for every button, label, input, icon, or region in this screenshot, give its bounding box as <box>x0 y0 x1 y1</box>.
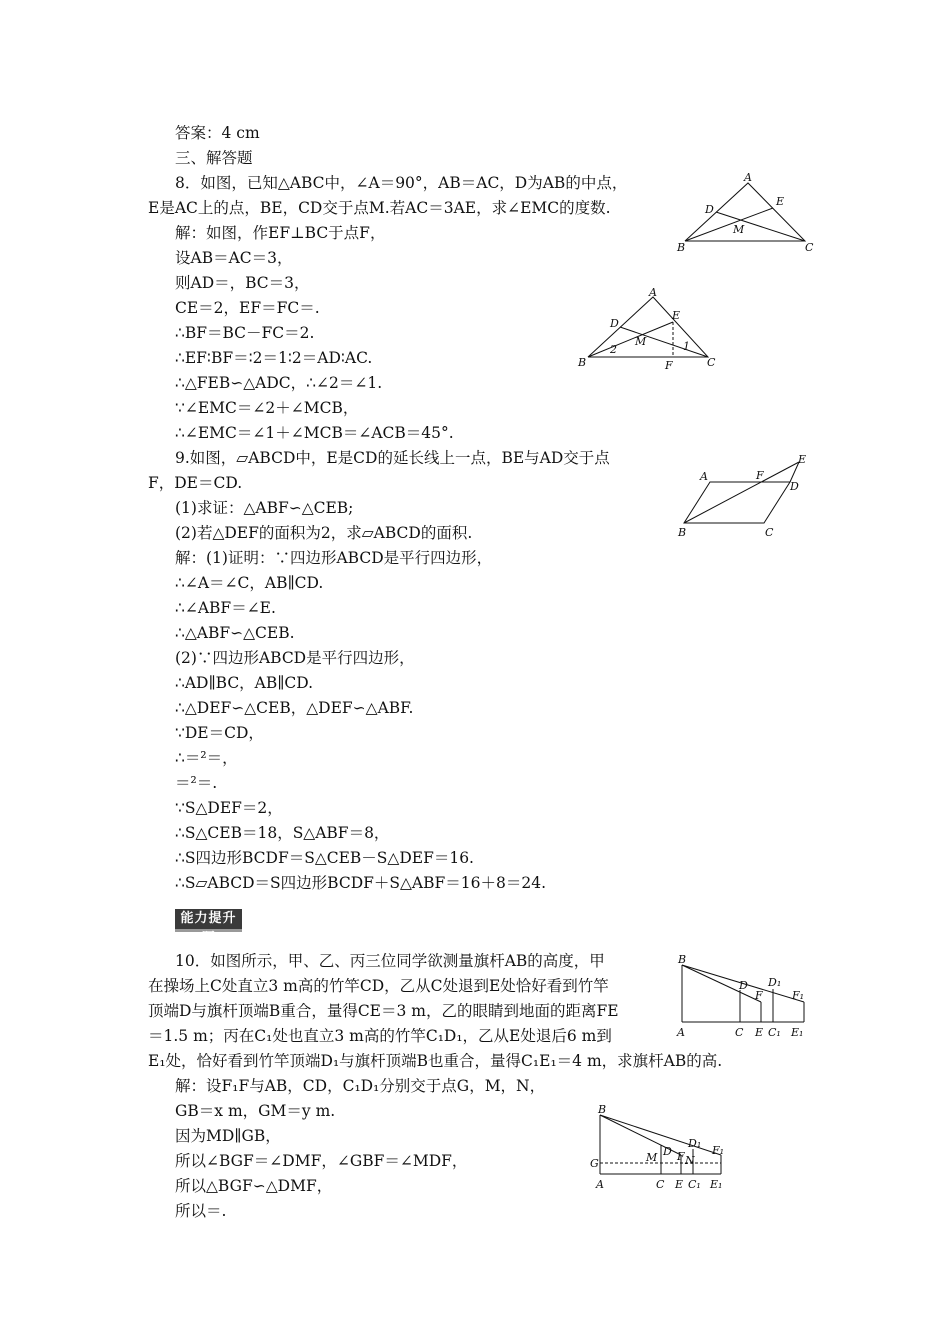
fig3-label-b: B <box>678 526 687 539</box>
text-line: 解：如图，作EF⊥BC于点F， <box>175 224 386 242</box>
fig5-label-e: E <box>675 1178 684 1191</box>
fig3-label-f: F <box>756 469 764 482</box>
text-line: ∵S△DEF＝2， <box>175 799 283 817</box>
fig5-label-n: N <box>685 1154 695 1167</box>
text-line: ∴△DEF∽△CEB，△DEF∽△ABF. <box>175 699 414 717</box>
text-line: 9.如图，▱ABCD中，E是CD的延长线上一点，BE与AD交于点 <box>175 449 610 467</box>
fig2-label-d: D <box>610 317 619 330</box>
text-line: 因为MD∥GB， <box>175 1127 281 1145</box>
text-line: 所以＝. <box>175 1202 227 1220</box>
section-badge: 能力提升题 <box>175 909 242 932</box>
text-line: ∴△ABF∽△CEB. <box>175 624 295 642</box>
fig3-label-e: E <box>798 453 807 466</box>
text-line: ∴＝²＝， <box>175 749 238 767</box>
fig1-label-b: B <box>677 241 686 254</box>
text-line: ∴△FEB∽△ADC，∴∠2＝∠1. <box>175 374 383 392</box>
fig2-label-e: E <box>672 309 681 322</box>
fig2-label-angle1: 1 <box>683 340 690 353</box>
fig2-label-c: C <box>707 356 716 369</box>
fig5-label-d1: D₁ <box>688 1137 702 1150</box>
fig5-label-f: F <box>677 1150 685 1163</box>
text-line: 设AB＝AC＝3， <box>175 249 293 267</box>
text-line: ∴∠EMC＝∠1＋∠MCB＝∠ACB＝45°. <box>175 424 454 442</box>
text-line: GB＝x m，GM＝y m. <box>175 1102 336 1120</box>
text-line: ∴AD∥BC，AB∥CD. <box>175 674 314 692</box>
fig4-label-b: B <box>678 953 687 966</box>
fig5-label-e1: E₁ <box>710 1178 723 1191</box>
fig2-label-f: F <box>665 359 673 372</box>
text-line: ∵DE＝CD， <box>175 724 264 742</box>
fig2-label-m: M <box>635 335 647 348</box>
fig1-label-a: A <box>744 171 752 184</box>
fig3-label-a: A <box>700 470 708 483</box>
text-line: ∴∠ABF＝∠E. <box>175 599 276 617</box>
fig5-label-d: D <box>663 1145 672 1158</box>
figure-flagpole-gmn <box>588 1102 738 1194</box>
text-line: (1)求证：△ABF∽△CEB; <box>175 499 354 517</box>
fig4-label-e1: E₁ <box>791 1026 804 1039</box>
text-line: 解：设F₁F与AB，CD，C₁D₁分别交于点G，M，N， <box>175 1077 546 1095</box>
text-line: 三、解答题 <box>175 149 253 167</box>
text-line: ∴∠A＝∠C，AB∥CD. <box>175 574 324 592</box>
figure-parallelogram <box>672 452 822 542</box>
text-line: ＝²＝. <box>175 774 218 792</box>
text-line: 8．如图，已知△ABC中，∠A＝90°，AB＝AC，D为AB的中点， <box>175 174 628 192</box>
fig4-label-f: F <box>755 989 763 1002</box>
fig4-label-c1: C₁ <box>768 1026 781 1039</box>
text-line: 10．如图所示，甲、乙、丙三位同学欲测量旗杆AB的高度，甲 <box>175 952 605 970</box>
figure-triangle-abc <box>675 171 820 255</box>
text-line: 答案：4 cm <box>175 124 260 142</box>
fig2-label-a: A <box>649 286 657 299</box>
text-line: 则AD＝，BC＝3， <box>175 274 310 292</box>
text-line: ∴S▱ABCD＝S四边形BCDF＋S△ABF＝16＋8＝24. <box>175 874 547 892</box>
text-line: F，DE＝CD. <box>148 474 243 492</box>
text-line: ∴S四边形BCDF＝S△CEB－S△DEF＝16. <box>175 849 474 867</box>
text-line: ∴BF＝BC－FC＝2. <box>175 324 315 342</box>
fig1-label-d: D <box>705 203 714 216</box>
fig1-label-c: C <box>805 241 814 254</box>
fig2-label-b: B <box>578 356 587 369</box>
text-line: E₁处，恰好看到竹竿顶端D₁与旗杆顶端B也重合，量得C₁E₁＝4 m，求旗杆AB的高. <box>148 1052 723 1070</box>
text-line: E是AC上的点，BE，CD交于点M.若AC＝3AE，求∠EMC的度数. <box>148 199 611 217</box>
fig4-label-e: E <box>755 1026 764 1039</box>
text-line: (2)若△DEF的面积为2，求▱ABCD的面积. <box>175 524 473 542</box>
text-line: CE＝2，EF＝FC＝. <box>175 299 320 317</box>
fig2-label-angle2: 2 <box>610 343 617 356</box>
fig5-label-f1: F₁ <box>712 1144 725 1157</box>
text-line: 所以△BGF∽△DMF， <box>175 1177 333 1195</box>
figure-triangle-with-ef <box>573 287 723 372</box>
fig3-label-c: C <box>765 526 774 539</box>
fig1-label-m: M <box>733 223 745 236</box>
text-line: 在操场上C处直立3 m高的竹竿CD，乙从C处退到E处恰好看到竹竿 <box>148 977 609 995</box>
text-line: 所以∠BGF＝∠DMF，∠GBF＝∠MDF， <box>175 1152 468 1170</box>
fig1-label-e: E <box>776 195 785 208</box>
fig5-label-b: B <box>598 1103 607 1116</box>
text-line: ∴S△CEB＝18，S△ABF＝8， <box>175 824 390 842</box>
fig4-label-a: A <box>677 1026 685 1039</box>
fig4-label-f1: F₁ <box>792 989 805 1002</box>
fig4-label-d1: D₁ <box>768 976 782 989</box>
text-line: 顶端D与旗杆顶端B重合，量得CE＝3 m，乙的眼睛到地面的距离FE <box>148 1002 619 1020</box>
text-line: ＝1.5 m；丙在C₁处也直立3 m高的竹竿C₁D₁，乙从E处退后6 m到 <box>148 1027 612 1045</box>
text-line: 解：(1)证明：∵四边形ABCD是平行四边形， <box>175 549 493 567</box>
fig5-label-g: G <box>590 1157 599 1170</box>
fig5-label-c: C <box>656 1178 665 1191</box>
fig5-label-m: M <box>646 1151 658 1164</box>
figure-flagpole <box>672 952 822 1044</box>
fig4-label-d: D <box>739 979 748 992</box>
text-line: (2)∵四边形ABCD是平行四边形， <box>175 649 415 667</box>
fig5-label-a: A <box>596 1178 604 1191</box>
fig3-label-d: D <box>790 480 799 493</box>
text-line: ∴EF∶BF＝∶2＝1∶2＝AD∶AC. <box>175 349 373 367</box>
fig4-label-c: C <box>735 1026 744 1039</box>
text-line: ∵∠EMC＝∠2＋∠MCB， <box>175 399 359 417</box>
fig5-label-c1: C₁ <box>688 1178 701 1191</box>
